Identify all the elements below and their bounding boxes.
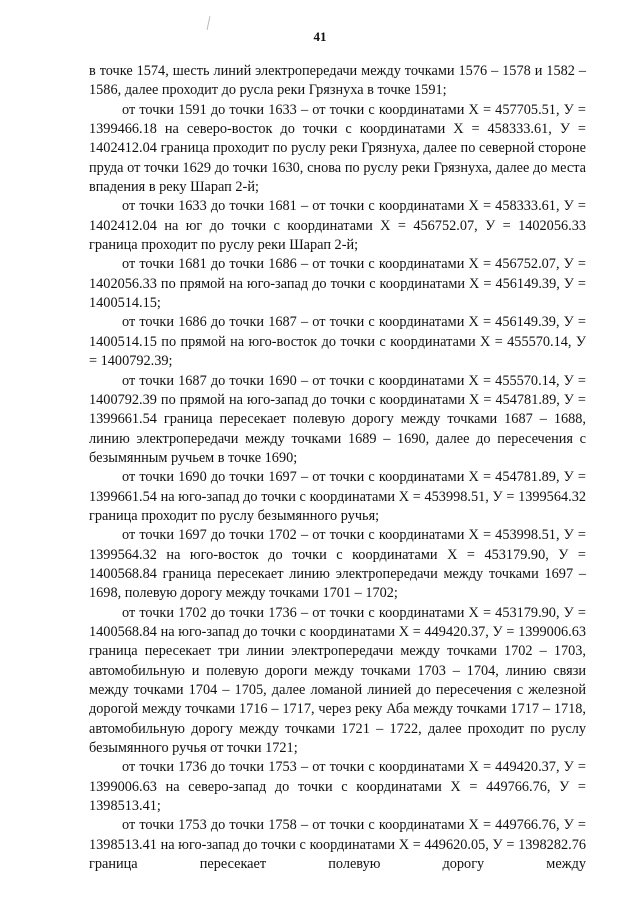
paragraph-segment-1633-1681: от точки 1633 до точки 1681 – от точки с координатами X = 458333.61, У = 1402412.04 на юг до точки с координатами X = 456752.07, У = 1402056.33 граница проходит по руслу реки Шарап 2-й; bbox=[89, 198, 586, 254]
paragraph-segment-1736-1753: от точки 1736 до точки 1753 – от точки с координатами X = 449420.37, У = 1399006.63 на северо-запад до точки с координатами X = 449766.76, У = 1398513.41; bbox=[89, 759, 586, 815]
paragraph-segment-1753-1758: от точки 1753 до точки 1758 – от точки с координатами X = 449766.76, У = 1398513.41 на юго-запад до точки с координатами X = 449620.05, У = 1398282.76 граница пересекает полевую дорогу между bbox=[89, 817, 586, 873]
paragraph-continuation: в точке 1574, шесть линий электропередачи между точками 1576 – 1578 и 1582 – 1586, далее проходит до русла реки Грязнуха в точке 1591; bbox=[89, 63, 586, 99]
paragraph-segment-1687-1690: от точки 1687 до точки 1690 – от точки с координатами X = 455570.14, У = 1400792.39 по прямой на юго-запад до точки с координатами X = 454781.89, У = 1399661.54 граница пересекает полевую дорогу между точками 1687 – 1688, линию электропередачи между точками 1689 – 1690, далее до пересечения с безымянным ручьем в точке 1690; bbox=[89, 372, 586, 466]
paragraph-segment-1702-1736: от точки 1702 до точки 1736 – от точки с координатами X = 453179.90, У = 1400568.84 на юго-запад до точки с координатами X = 449420.37, У = 1399006.63 граница пересекает три линии электропередачи между точками 1702 – 1703, автомобильную и полевую дороги между точками 1703 – 1704, линию связи между точками 1704 – 1705, далее ломаной линией до пересечения с железной дорогой между точками 1716 – 1717, через реку Аба между точками 1717 – 1718, автомобильную дорогу между точками 1721 – 1722, далее проходит по руслу безымянного ручья от точки 1721; bbox=[89, 604, 586, 757]
page-number: 41 bbox=[313, 29, 327, 44]
paragraph-segment-1690-1697: от точки 1690 до точки 1697 – от точки с координатами X = 454781.89, У = 1399661.54 на юго-запад до точки с координатами X = 453998.51, У = 1399564.32 граница проходит по руслу безымянного ручья; bbox=[89, 469, 586, 524]
paragraph-segment-1697-1702: от точки 1697 до точки 1702 – от точки с координатами X = 453998.51, У = 1399564.32 на юго-восток до точки с координатами X = 453179.90, У = 1400568.84 граница пересекает линию электропередачи между точками 1697 – 1698, полевую дорогу между точками 1701 – 1702; bbox=[89, 527, 586, 602]
paragraph-segment-1591-1633: от точки 1591 до точки 1633 – от точки с координатами X = 457705.51, У = 1399466.18 на северо-восток до точки с координатами X = 458333.61, У = 1402412.04 граница проходит по руслу реки Грязнуха, далее по северной стороне пруда от точки 1629 до точки 1630, снова по руслу реки Грязнуха, далее до места впадения в реку Шарап 2-й; bbox=[89, 101, 586, 196]
paragraph-segment-1686-1687: от точки 1686 до точки 1687 – от точки с координатами X = 456149.39, У = 1400514.15 по прямой на юго-восток до точки с координатами X = 455570.14, У = 1400792.39; bbox=[89, 314, 586, 370]
scan-artifact-mark bbox=[207, 16, 211, 30]
paragraph-segment-1681-1686: от точки 1681 до точки 1686 – от точки с координатами X = 456752.07, У = 1402056.33 по прямой на юго-запад до точки с координатами X = 456149.39, У = 1400514.15; bbox=[89, 256, 586, 312]
document-body bbox=[89, 62, 586, 874]
